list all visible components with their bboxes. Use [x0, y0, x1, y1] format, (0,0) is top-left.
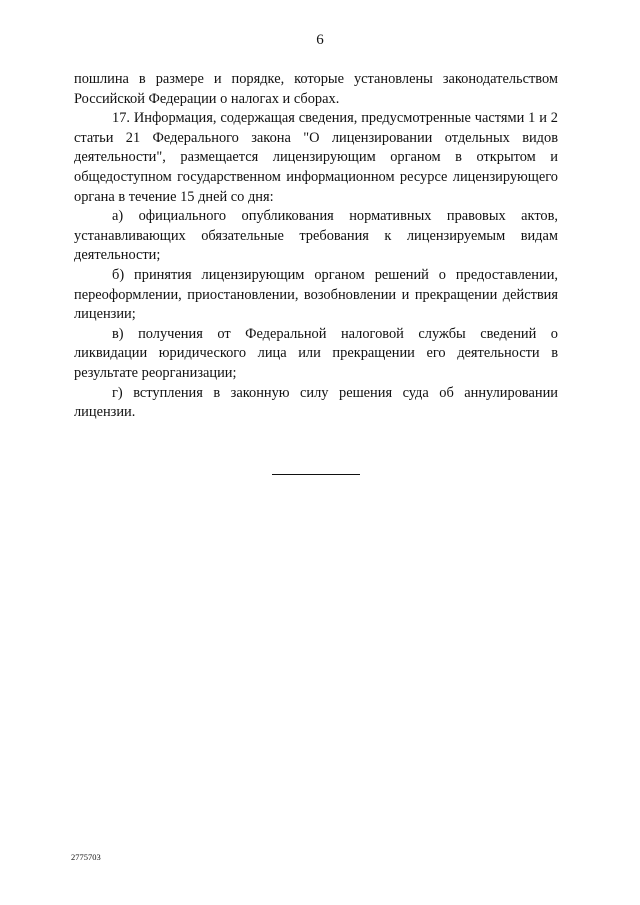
paragraph-continuation: пошлина в размере и порядке, которые установлены законодательством Российской Федерации о налогах и сборах.: [74, 71, 558, 107]
document-id: 2775703: [71, 852, 101, 862]
end-divider-line: [272, 474, 360, 475]
paragraph-subitem-g: г) вступления в законную силу решения суда об аннулировании лицензии.: [74, 384, 558, 421]
paragraph-item-17: 17. Информация, содержащая сведения, предусмотренные частями 1 и 2 статьи 21 Федерального закона "О лицензировании отдельных видов деятельности", размещается лицензирующим органом в открытом и общедоступном государственном информационном ресурсе лицензирующего органа в течение 15 дней со дня:: [74, 110, 558, 205]
paragraph-subitem-a: а) официального опубликования нормативных правовых актов, устанавливающих обязательные требования к лицензируемым видам деятельности;: [74, 208, 558, 264]
document-body: [74, 70, 558, 423]
paragraph-subitem-b: б) принятия лицензирующим органом решений о предоставлении, переоформлении, приостановлении, возобновлении и прекращении действия лицензии;: [74, 266, 558, 323]
page-number: 6: [316, 32, 324, 48]
paragraph-subitem-v: в) получения от Федеральной налоговой службы сведений о ликвидации юридического лица или прекращении его деятельности в результате реорганизации;: [74, 325, 558, 381]
